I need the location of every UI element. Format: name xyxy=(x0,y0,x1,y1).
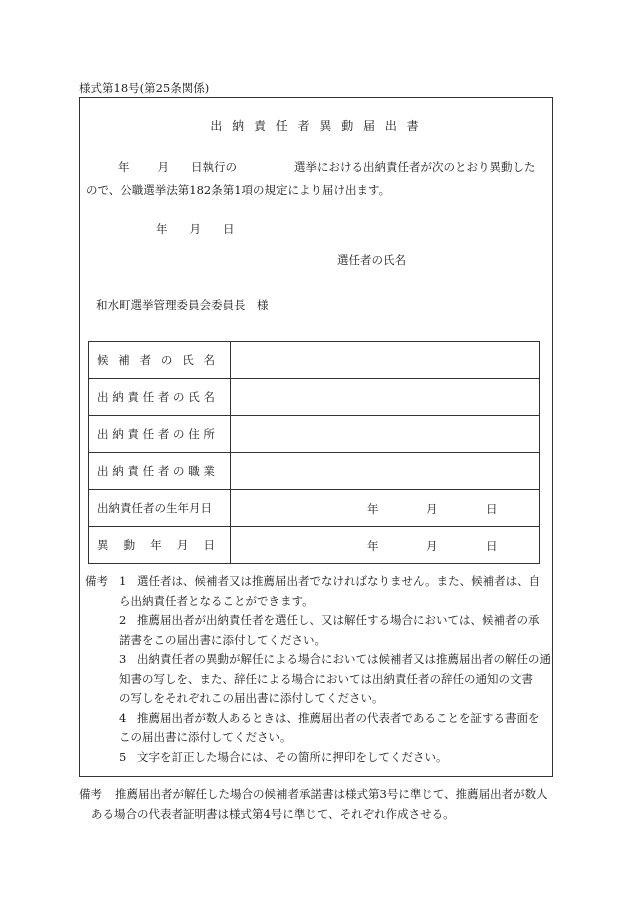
note-line xyxy=(85,689,555,709)
note-line xyxy=(85,611,555,631)
treasurer-name-field[interactable] xyxy=(231,379,540,416)
note-text: 選任者は、候補者又は推薦届出者でなければなりません。また、候補者は、自 xyxy=(137,574,541,588)
row-label-candidate-name: 候 補 者 の 氏 名 xyxy=(89,342,231,379)
row-label-treasurer-address: 出 納 責 任 者 の 住 所 xyxy=(89,416,231,453)
footer-line: ある場合の代表者証明書は様式第4号に準じて、それぞれ作成させる。 xyxy=(91,806,455,821)
treasurer-occupation-field[interactable] xyxy=(231,453,540,490)
birth-day: 日 xyxy=(486,502,498,516)
note-text: の写しをそれぞれこの届出書に添付してください。 xyxy=(119,691,384,705)
treasurer-address-field[interactable] xyxy=(231,416,540,453)
note-text: 推薦届出者が数人あるときは、推薦届出者の代表者であることを証する書面を xyxy=(137,710,540,725)
submission-month: 月 xyxy=(189,222,201,236)
form-number-label: 様式第18号(第25条関係) xyxy=(79,81,210,95)
note-number: 4 xyxy=(119,710,127,725)
table-row xyxy=(89,342,540,379)
table-row xyxy=(89,527,540,564)
note-line xyxy=(85,631,555,651)
table-row xyxy=(89,416,540,453)
info-table xyxy=(88,341,540,564)
table-row xyxy=(89,453,540,490)
note-line xyxy=(85,748,555,768)
note-line xyxy=(85,709,555,729)
note-text: この届出書に添付してください。 xyxy=(119,730,292,744)
intro-election-text: 選挙における出納責任者が次のとおり異動した xyxy=(294,160,536,174)
note-text: 出納責任者の異動が解任による場合においては候補者又は推薦届出者の解任の通 xyxy=(137,652,551,666)
note-text: 文字を訂正した場合には、その箇所に押印をしてください。 xyxy=(137,749,448,764)
notes-heading: 備考 xyxy=(85,574,108,588)
row-label-change-date: 異 動 年 月 日 xyxy=(89,527,231,564)
note-text: 知書の写しを、また、辞任による場合においては出納責任者の辞任の通知の文書 xyxy=(119,671,533,686)
note-line xyxy=(85,572,555,592)
footer-heading: 備考 xyxy=(79,787,102,801)
notes-section xyxy=(85,572,555,767)
birth-year: 年 xyxy=(367,502,379,516)
note-line xyxy=(85,670,555,690)
table-row xyxy=(89,379,540,416)
note-line xyxy=(85,728,555,748)
change-month: 月 xyxy=(426,539,438,553)
note-number: 1 xyxy=(119,574,127,588)
intro-paragraph-line-2: ので、公職選挙法第182条第1項の規定により届け出ます。 xyxy=(86,183,391,197)
submission-day: 日 xyxy=(223,222,235,236)
note-text: ら出納責任者となることができます。 xyxy=(119,593,314,608)
document-title: 出 納 責 任 者 異 動 届 出 書 xyxy=(210,119,422,133)
change-day: 日 xyxy=(486,539,498,553)
footer-line: 推薦届出者が解任した場合の候補者承諾書は様式第3号に準じて、推薦届出者が数人 xyxy=(115,787,548,801)
candidate-name-field[interactable] xyxy=(231,342,540,379)
row-label-treasurer-birthdate: 出納責任者の生年月日 xyxy=(89,490,231,527)
change-year: 年 xyxy=(367,539,379,553)
row-label-treasurer-occupation: 出 納 責 任 者 の 職 業 xyxy=(89,453,231,490)
table-row xyxy=(89,490,540,527)
note-text: 諾書をこの届出書に添付してください。 xyxy=(119,632,326,647)
note-number: 5 xyxy=(119,749,127,764)
intro-month: 月 xyxy=(157,160,169,174)
note-text: 推薦届出者が出納責任者を選任し、又は解任する場合においては、候補者の承 xyxy=(137,613,540,627)
note-number: 2 xyxy=(119,613,127,627)
change-date-field[interactable] xyxy=(231,527,540,564)
intro-year: 年 xyxy=(118,160,130,174)
intro-paragraph-line-1 xyxy=(118,159,536,175)
addressee: 和水町選挙管理委員会委員長 様 xyxy=(96,298,269,312)
submission-year: 年 xyxy=(156,222,168,236)
submission-date xyxy=(156,221,235,237)
note-number: 3 xyxy=(119,652,127,666)
elector-name-label: 選任者の氏名 xyxy=(337,253,406,267)
note-line xyxy=(85,650,555,670)
note-line xyxy=(85,592,555,612)
row-label-treasurer-name: 出 納 責 任 者 の 氏 名 xyxy=(89,379,231,416)
intro-day-executed: 日執行の xyxy=(191,160,237,174)
treasurer-birthdate-field[interactable] xyxy=(231,490,540,527)
birth-month: 月 xyxy=(426,502,438,516)
